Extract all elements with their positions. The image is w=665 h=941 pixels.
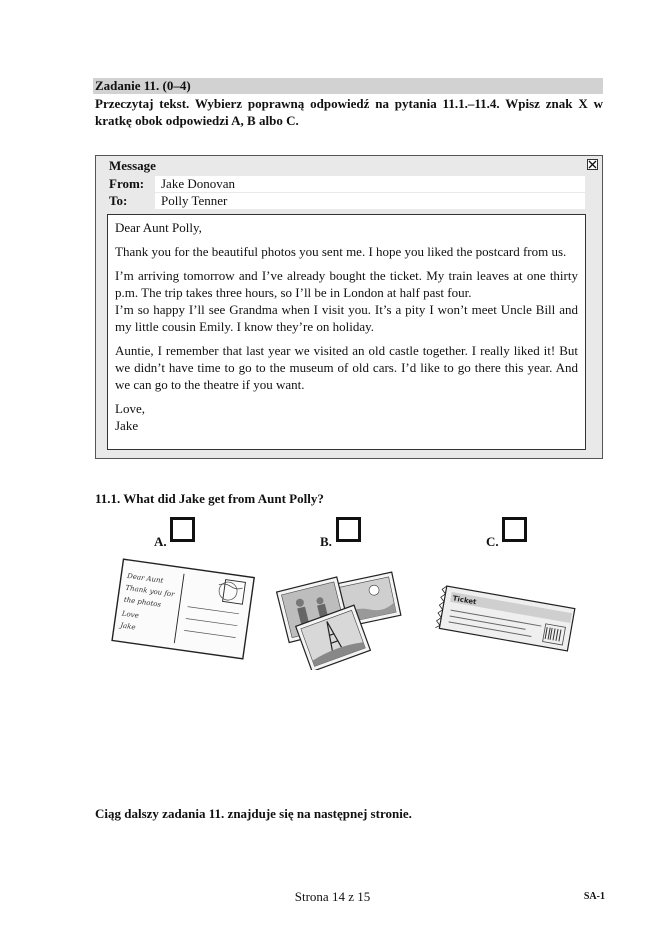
letter-paragraph: I’m so happy I’ll see Grandma when I visit you. It’s a pity I won’t meet Uncle Bill and my little cousin Emily. I know they’re on holiday.	[115, 302, 578, 334]
postcard-illustration	[103, 558, 263, 663]
option-c-checkbox[interactable]	[502, 517, 527, 542]
photos-illustration	[272, 570, 407, 670]
message-title: Message	[109, 158, 156, 173]
option-b-checkbox[interactable]	[336, 517, 361, 542]
letter-paragraph: I’m arriving tomorrow and I’ve already bought the ticket. My train leaves at one thirty p.m. The trip takes three hours, so I’ll be in London at half past four.	[115, 268, 578, 300]
letter-signature: Jake	[115, 418, 139, 433]
document-code: SA-1	[583, 891, 605, 902]
to-label: To:	[109, 193, 128, 208]
postcard-text: Thank you for	[124, 583, 175, 599]
option-a-label: A.	[154, 534, 167, 549]
to-field: Polly Tenner	[155, 193, 585, 209]
from-label: From:	[109, 176, 145, 191]
letter-body	[107, 214, 586, 450]
postcard-text: the photos	[123, 595, 162, 609]
letter-closing: Love,	[115, 401, 145, 416]
postcard-text: Love	[121, 609, 140, 620]
ticket-title: Ticket	[452, 594, 477, 607]
continuation-note: Ciąg dalszy zadania 11. znajduje się na następnej stronie.	[95, 806, 412, 821]
option-c-label: C.	[486, 534, 499, 549]
close-icon[interactable]	[587, 159, 598, 170]
option-b-label: B.	[320, 534, 332, 549]
letter-greeting: Dear Aunt Polly,	[115, 220, 202, 235]
letter-paragraph: Thank you for the beautiful photos you sent me. I hope you liked the postcard from us.	[115, 244, 567, 259]
postcard-text: Jake	[119, 621, 137, 632]
question-11-1: 11.1. What did Jake get from Aunt Polly?	[95, 491, 324, 506]
postcard-text: Dear Aunt	[126, 571, 164, 585]
from-field: Jake Donovan	[155, 176, 585, 192]
message-window	[95, 155, 603, 459]
task-header: Zadanie 11. (0–4)	[93, 78, 603, 94]
page-number: Strona 14 z 15	[294, 889, 371, 904]
letter-paragraph: Auntie, I remember that last year we visited an old castle together. I really liked it! But we didn’t have time to go to the museum of old cars. I’d like to go there this year. And we can go to the theatre if you want.	[115, 343, 578, 392]
task-instruction: Przeczytaj tekst. Wybierz poprawną odpowiedź na pytania 11.1.–11.4. Wpisz znak X w kratkę obok odpowiedzi A, B albo C.	[95, 96, 603, 128]
ticket-illustration	[432, 582, 582, 657]
option-a-checkbox[interactable]	[170, 517, 195, 542]
